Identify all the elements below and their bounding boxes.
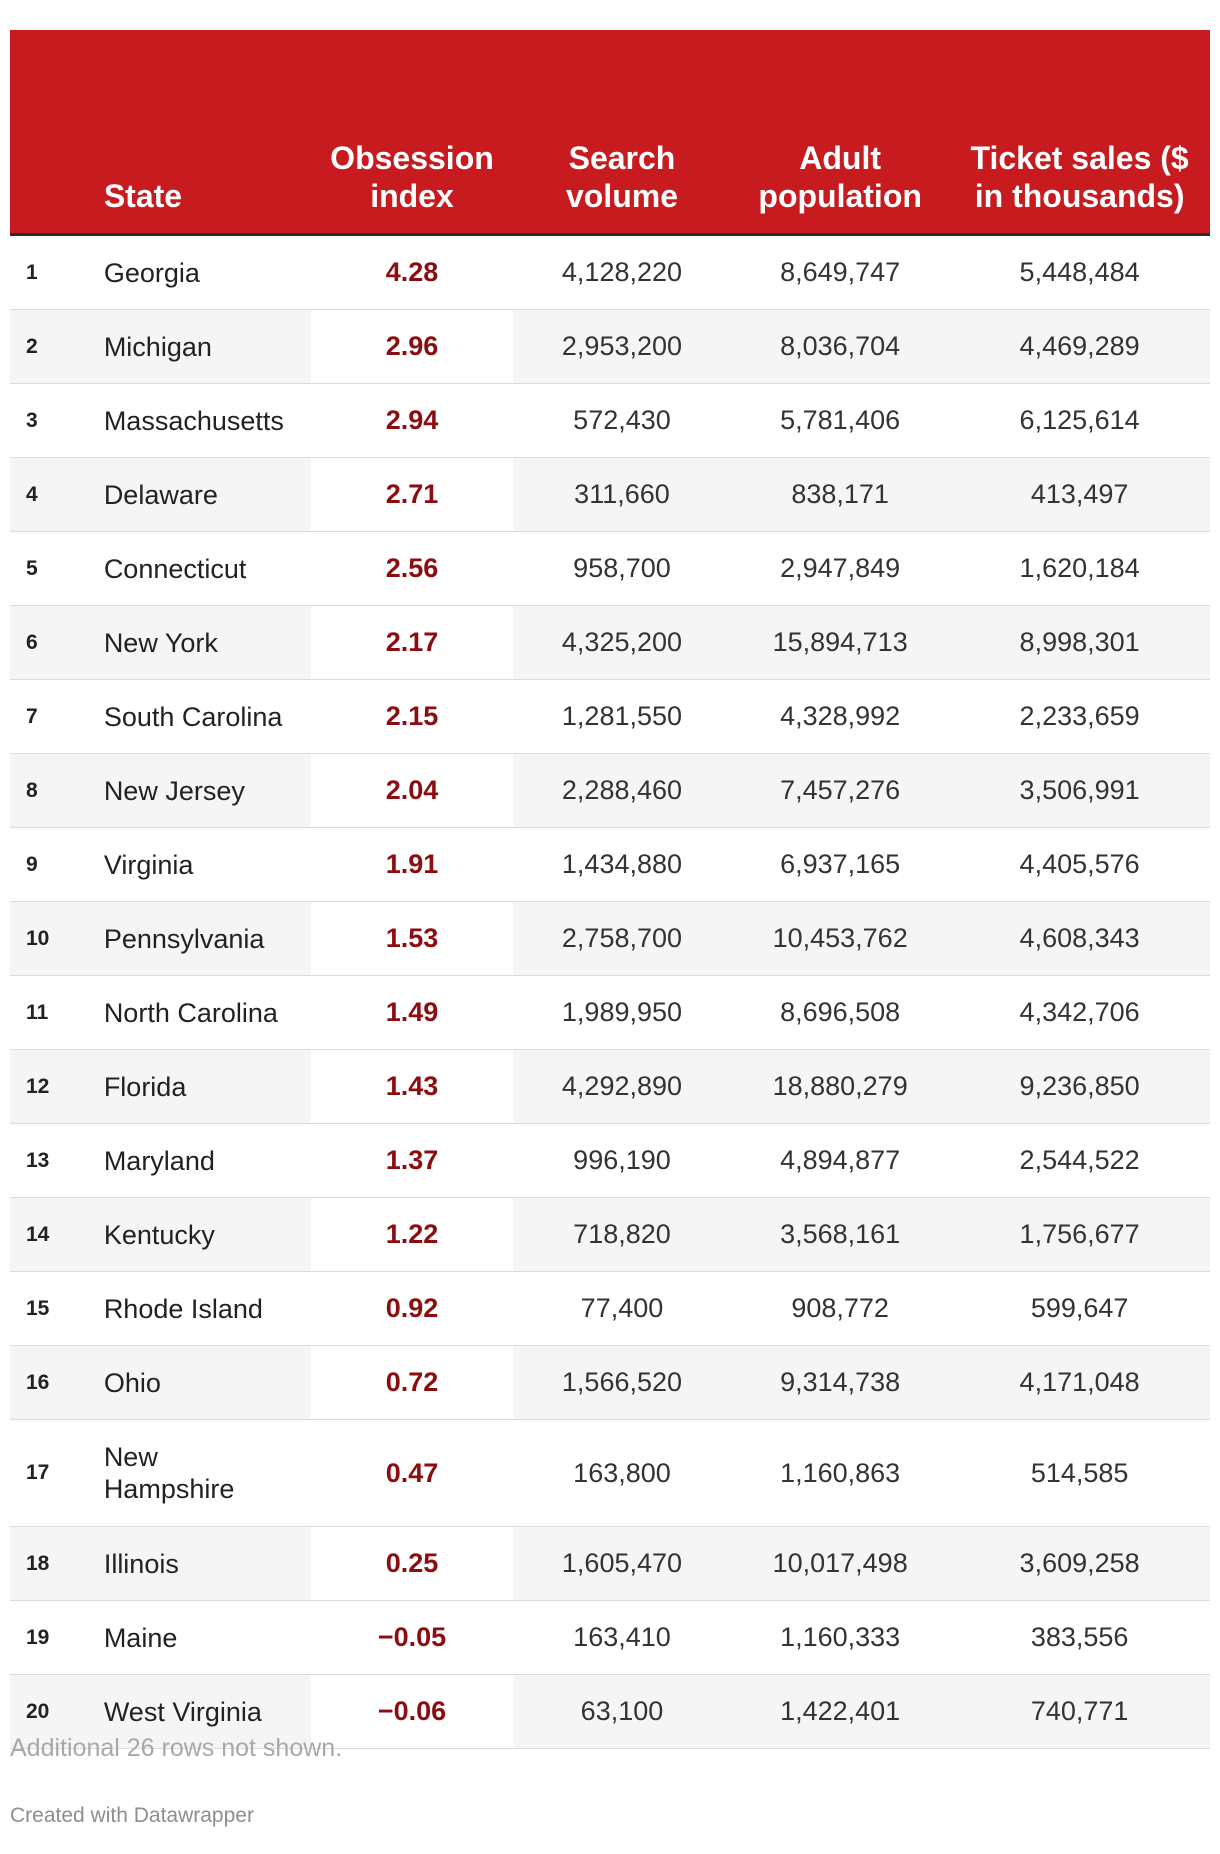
cell-ticket-sales: 383,556 xyxy=(949,1601,1210,1675)
cell-ticket-sales: 599,647 xyxy=(949,1272,1210,1346)
table-header-row xyxy=(10,30,1210,235)
table-row xyxy=(10,1272,1210,1346)
cell-state: Florida xyxy=(104,1050,311,1124)
cell-adult-population: 15,894,713 xyxy=(731,606,949,680)
cell-state: Maine xyxy=(104,1601,311,1675)
header-rank xyxy=(10,30,104,235)
cell-search-volume: 572,430 xyxy=(513,384,731,458)
cell-ticket-sales: 6,125,614 xyxy=(949,384,1210,458)
cell-ticket-sales: 9,236,850 xyxy=(949,1050,1210,1124)
cell-state: Virginia xyxy=(104,828,311,902)
cell-state: New Hampshire xyxy=(104,1420,311,1527)
header-ticket-sales[interactable]: Ticket sales ($ in thousands) xyxy=(949,30,1210,235)
cell-rank: 2 xyxy=(10,310,104,384)
cell-adult-population: 6,937,165 xyxy=(731,828,949,902)
cell-search-volume: 4,128,220 xyxy=(513,235,731,310)
table-row xyxy=(10,606,1210,680)
cell-ticket-sales: 4,469,289 xyxy=(949,310,1210,384)
cell-ticket-sales: 413,497 xyxy=(949,458,1210,532)
cell-state: West Virginia xyxy=(104,1675,311,1749)
table-row xyxy=(10,976,1210,1050)
cell-search-volume: 4,325,200 xyxy=(513,606,731,680)
cell-adult-population: 908,772 xyxy=(731,1272,949,1346)
cell-obsession-index: 4.28 xyxy=(311,235,513,310)
cell-obsession-index: 0.72 xyxy=(311,1346,513,1420)
table-row xyxy=(10,458,1210,532)
cell-obsession-index: 1.53 xyxy=(311,902,513,976)
cell-adult-population: 10,017,498 xyxy=(731,1527,949,1601)
cell-search-volume: 996,190 xyxy=(513,1124,731,1198)
cell-search-volume: 163,800 xyxy=(513,1420,731,1527)
cell-ticket-sales: 740,771 xyxy=(949,1675,1210,1749)
cell-search-volume: 1,605,470 xyxy=(513,1527,731,1601)
table-body xyxy=(10,235,1210,1749)
cell-rank: 20 xyxy=(10,1675,104,1749)
cell-obsession-index: 1.43 xyxy=(311,1050,513,1124)
header-obsession-index[interactable]: Obsession index xyxy=(311,30,513,235)
cell-rank: 19 xyxy=(10,1601,104,1675)
cell-rank: 16 xyxy=(10,1346,104,1420)
cell-adult-population: 8,649,747 xyxy=(731,235,949,310)
data-table-container xyxy=(10,30,1210,1749)
cell-obsession-index: 1.37 xyxy=(311,1124,513,1198)
cell-search-volume: 2,288,460 xyxy=(513,754,731,828)
cell-ticket-sales: 1,620,184 xyxy=(949,532,1210,606)
cell-rank: 15 xyxy=(10,1272,104,1346)
cell-ticket-sales: 5,448,484 xyxy=(949,235,1210,310)
table-row xyxy=(10,1124,1210,1198)
cell-adult-population: 9,314,738 xyxy=(731,1346,949,1420)
rows-not-shown-note: Additional 26 rows not shown. xyxy=(10,1734,343,1762)
cell-obsession-index: 2.94 xyxy=(311,384,513,458)
table-row xyxy=(10,680,1210,754)
cell-search-volume: 1,434,880 xyxy=(513,828,731,902)
cell-rank: 10 xyxy=(10,902,104,976)
cell-adult-population: 3,568,161 xyxy=(731,1198,949,1272)
cell-search-volume: 311,660 xyxy=(513,458,731,532)
cell-search-volume: 4,292,890 xyxy=(513,1050,731,1124)
cell-rank: 4 xyxy=(10,458,104,532)
cell-obsession-index: 2.17 xyxy=(311,606,513,680)
cell-rank: 12 xyxy=(10,1050,104,1124)
cell-state: New York xyxy=(104,606,311,680)
table-row xyxy=(10,1420,1210,1527)
cell-obsession-index: 2.56 xyxy=(311,532,513,606)
cell-search-volume: 718,820 xyxy=(513,1198,731,1272)
cell-search-volume: 1,566,520 xyxy=(513,1346,731,1420)
header-state[interactable]: State xyxy=(104,30,311,235)
cell-ticket-sales: 514,585 xyxy=(949,1420,1210,1527)
datawrapper-credit[interactable]: Created with Datawrapper xyxy=(10,1804,254,1827)
cell-rank: 13 xyxy=(10,1124,104,1198)
cell-adult-population: 10,453,762 xyxy=(731,902,949,976)
cell-state: Illinois xyxy=(104,1527,311,1601)
cell-state: Connecticut xyxy=(104,532,311,606)
cell-state: Rhode Island xyxy=(104,1272,311,1346)
table-row xyxy=(10,754,1210,828)
table-row xyxy=(10,902,1210,976)
cell-ticket-sales: 3,609,258 xyxy=(949,1527,1210,1601)
cell-state: South Carolina xyxy=(104,680,311,754)
table-row xyxy=(10,235,1210,310)
cell-obsession-index: 0.92 xyxy=(311,1272,513,1346)
cell-obsession-index: 2.15 xyxy=(311,680,513,754)
cell-rank: 7 xyxy=(10,680,104,754)
cell-adult-population: 2,947,849 xyxy=(731,532,949,606)
cell-state: Ohio xyxy=(104,1346,311,1420)
cell-obsession-index: 1.22 xyxy=(311,1198,513,1272)
cell-ticket-sales: 4,405,576 xyxy=(949,828,1210,902)
table-row xyxy=(10,1346,1210,1420)
cell-state: Michigan xyxy=(104,310,311,384)
cell-ticket-sales: 4,608,343 xyxy=(949,902,1210,976)
state-obsession-table xyxy=(10,30,1210,1749)
table-row xyxy=(10,828,1210,902)
cell-adult-population: 4,894,877 xyxy=(731,1124,949,1198)
cell-rank: 6 xyxy=(10,606,104,680)
table-row xyxy=(10,532,1210,606)
cell-search-volume: 163,410 xyxy=(513,1601,731,1675)
cell-adult-population: 5,781,406 xyxy=(731,384,949,458)
cell-search-volume: 77,400 xyxy=(513,1272,731,1346)
table-row xyxy=(10,1527,1210,1601)
cell-ticket-sales: 4,171,048 xyxy=(949,1346,1210,1420)
cell-state: Georgia xyxy=(104,235,311,310)
cell-obsession-index: 0.25 xyxy=(311,1527,513,1601)
cell-ticket-sales: 2,233,659 xyxy=(949,680,1210,754)
header-search-volume[interactable]: Search volume xyxy=(513,30,731,235)
cell-state: Maryland xyxy=(104,1124,311,1198)
header-adult-population[interactable]: Adult population xyxy=(731,30,949,235)
cell-rank: 14 xyxy=(10,1198,104,1272)
table-row xyxy=(10,1601,1210,1675)
cell-search-volume: 2,758,700 xyxy=(513,902,731,976)
cell-adult-population: 1,422,401 xyxy=(731,1675,949,1749)
cell-obsession-index: −0.06 xyxy=(311,1675,513,1749)
cell-ticket-sales: 3,506,991 xyxy=(949,754,1210,828)
cell-adult-population: 8,696,508 xyxy=(731,976,949,1050)
cell-state: North Carolina xyxy=(104,976,311,1050)
cell-ticket-sales: 4,342,706 xyxy=(949,976,1210,1050)
cell-adult-population: 18,880,279 xyxy=(731,1050,949,1124)
table-row xyxy=(10,384,1210,458)
cell-obsession-index: 0.47 xyxy=(311,1420,513,1527)
cell-rank: 3 xyxy=(10,384,104,458)
cell-search-volume: 1,989,950 xyxy=(513,976,731,1050)
cell-search-volume: 958,700 xyxy=(513,532,731,606)
cell-adult-population: 4,328,992 xyxy=(731,680,949,754)
table-row xyxy=(10,1050,1210,1124)
cell-rank: 17 xyxy=(10,1420,104,1527)
cell-rank: 18 xyxy=(10,1527,104,1601)
cell-obsession-index: 1.49 xyxy=(311,976,513,1050)
cell-state: New Jersey xyxy=(104,754,311,828)
cell-rank: 11 xyxy=(10,976,104,1050)
cell-search-volume: 1,281,550 xyxy=(513,680,731,754)
cell-state: Pennsylvania xyxy=(104,902,311,976)
cell-obsession-index: 2.71 xyxy=(311,458,513,532)
cell-adult-population: 1,160,333 xyxy=(731,1601,949,1675)
cell-search-volume: 2,953,200 xyxy=(513,310,731,384)
cell-adult-population: 1,160,863 xyxy=(731,1420,949,1527)
table-row xyxy=(10,310,1210,384)
cell-ticket-sales: 8,998,301 xyxy=(949,606,1210,680)
cell-ticket-sales: 2,544,522 xyxy=(949,1124,1210,1198)
cell-obsession-index: 2.04 xyxy=(311,754,513,828)
cell-rank: 8 xyxy=(10,754,104,828)
cell-rank: 1 xyxy=(10,235,104,310)
cell-obsession-index: 2.96 xyxy=(311,310,513,384)
cell-obsession-index: −0.05 xyxy=(311,1601,513,1675)
cell-state: Kentucky xyxy=(104,1198,311,1272)
cell-adult-population: 838,171 xyxy=(731,458,949,532)
table-row xyxy=(10,1198,1210,1272)
cell-search-volume: 63,100 xyxy=(513,1675,731,1749)
cell-rank: 9 xyxy=(10,828,104,902)
cell-adult-population: 7,457,276 xyxy=(731,754,949,828)
cell-state: Delaware xyxy=(104,458,311,532)
cell-state: Massachusetts xyxy=(104,384,311,458)
cell-ticket-sales: 1,756,677 xyxy=(949,1198,1210,1272)
cell-obsession-index: 1.91 xyxy=(311,828,513,902)
cell-rank: 5 xyxy=(10,532,104,606)
cell-adult-population: 8,036,704 xyxy=(731,310,949,384)
